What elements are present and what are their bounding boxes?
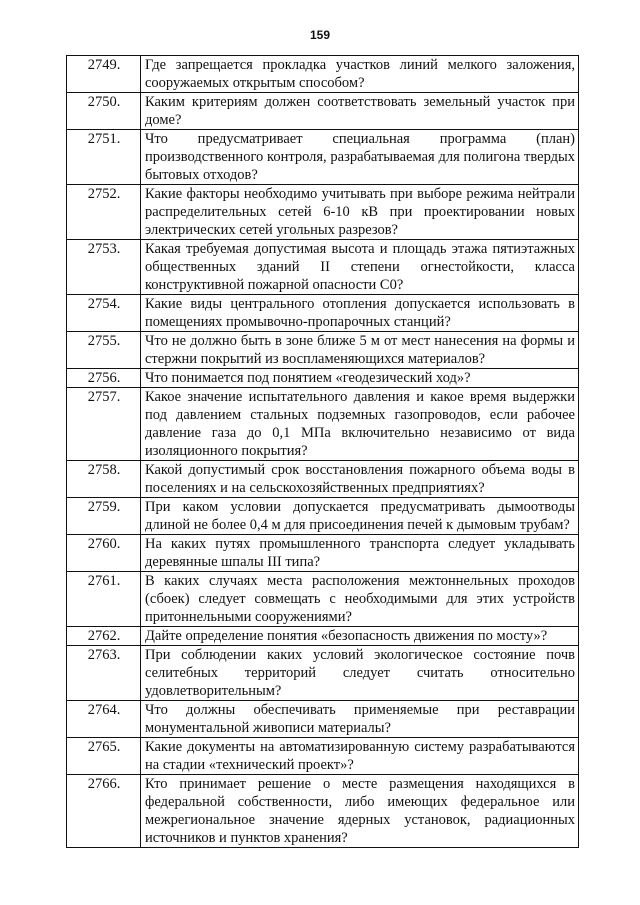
table-row (67, 369, 579, 388)
table-row (67, 775, 579, 848)
table-row (67, 498, 579, 535)
table-row (67, 627, 579, 646)
table-row (67, 130, 579, 185)
table-row (67, 461, 579, 498)
table-row (67, 295, 579, 332)
question-text: Что не должно быть в зоне ближе 5 м от мест нанесения на формы и стержни покрытий из воспламеняющихся материалов? (141, 332, 579, 369)
table-row (67, 535, 579, 572)
question-text: В каких случаях места расположения межтоннельных проходов (сбоек) следует совмещать с необходимыми для этих устройств притоннельными сооружениями? (141, 572, 579, 627)
question-number: 2754. (67, 295, 141, 332)
table-row (67, 388, 579, 461)
question-number: 2760. (67, 535, 141, 572)
question-text: Что предусматривает специальная программа (план) производственного контроля, разрабатываемая для полигона твердых бытовых отходов? (141, 130, 579, 185)
question-number: 2751. (67, 130, 141, 185)
question-text: Где запрещается прокладка участков линий мелкого заложения, сооружаемых открытым способом? (141, 56, 579, 93)
question-text: Что должны обеспечивать применяемые при реставрации монументальной живописи материалы? (141, 701, 579, 738)
question-text: Каким критериям должен соответствовать земельный участок при доме? (141, 93, 579, 130)
question-number: 2763. (67, 646, 141, 701)
question-text: При каком условии допускается предусматривать дымоотводы длиной не более 0,4 м для присоединения печей к дымовым трубам? (141, 498, 579, 535)
question-text: Дайте определение понятия «безопасность движения по мосту»? (141, 627, 579, 646)
question-text: Какие документы на автоматизированную систему разрабатываются на стадии «технический проект»? (141, 738, 579, 775)
question-number: 2761. (67, 572, 141, 627)
question-number: 2757. (67, 388, 141, 461)
question-number: 2758. (67, 461, 141, 498)
table-row (67, 240, 579, 295)
question-number: 2752. (67, 185, 141, 240)
question-number: 2756. (67, 369, 141, 388)
questions-table-body (67, 56, 579, 848)
question-text: Какие виды центрального отопления допускается использовать в помещениях промывочно-пропарочных станций? (141, 295, 579, 332)
question-number: 2749. (67, 56, 141, 93)
question-text: Что понимается под понятием «геодезический ход»? (141, 369, 579, 388)
question-text: Какой допустимый срок восстановления пожарного объема воды в поселениях и на сельскохозяйственных предприятиях? (141, 461, 579, 498)
table-row (67, 56, 579, 93)
question-text: Какая требуемая допустимая высота и площадь этажа пятиэтажных общественных зданий II степени огнестойкости, класса конструктивной пожарной опасности С0? (141, 240, 579, 295)
table-row (67, 701, 579, 738)
table-row (67, 572, 579, 627)
question-number: 2765. (67, 738, 141, 775)
table-row (67, 738, 579, 775)
question-number: 2759. (67, 498, 141, 535)
table-row (67, 646, 579, 701)
question-number: 2750. (67, 93, 141, 130)
question-text: При соблюдении каких условий экологическое состояние почв селитебных территорий следует считать относительно удовлетворительным? (141, 646, 579, 701)
question-number: 2753. (67, 240, 141, 295)
page-number: 159 (309, 28, 331, 42)
question-number: 2764. (67, 701, 141, 738)
question-number: 2755. (67, 332, 141, 369)
question-number: 2762. (67, 627, 141, 646)
table-row (67, 93, 579, 130)
question-text: Кто принимает решение о месте размещения находящихся в федеральной собственности, либо имеющих федеральное или межрегиональное значение ядерных установок, радиационных источников и пунктов хранения? (141, 775, 579, 848)
questions-table (66, 55, 579, 848)
question-text: На каких путях промышленного транспорта следует укладывать деревянные шпалы III типа? (141, 535, 579, 572)
table-row (67, 185, 579, 240)
question-number: 2766. (67, 775, 141, 848)
question-text: Какие факторы необходимо учитывать при выборе режима нейтрали распределительных сетей 6-10 кВ при проектировании новых электрических сетей угольных разрезов? (141, 185, 579, 240)
question-text: Какое значение испытательного давления и какое время выдержки под давлением стальных подземных газопроводов, если рабочее давление газа до 0,1 МПа включительно независимо от вида изоляционного покрытия? (141, 388, 579, 461)
table-row (67, 332, 579, 369)
